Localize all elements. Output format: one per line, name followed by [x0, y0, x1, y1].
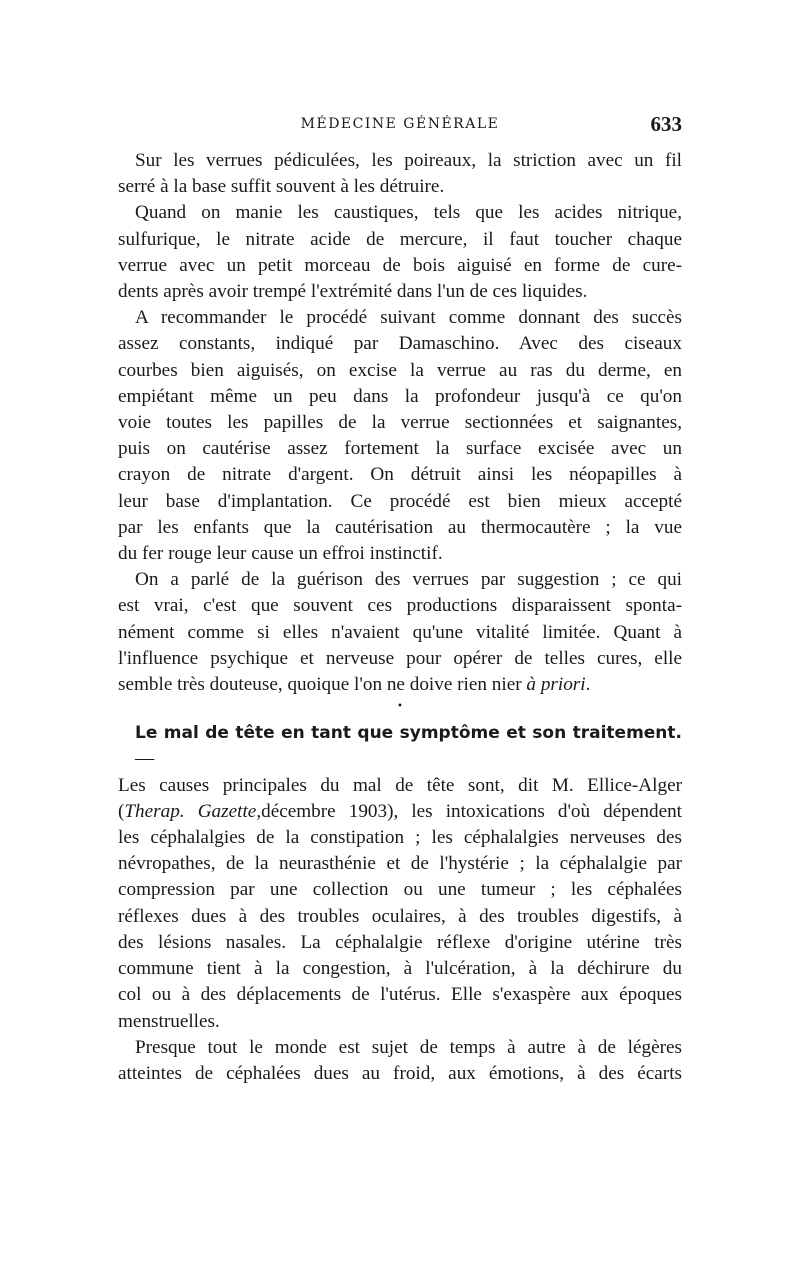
text-line: nément comme si elles n'avaient qu'une vitalité limitée. Quant à: [118, 621, 682, 643]
text-line: Presque tout le monde est sujet de temps à autre à de légères: [135, 1036, 682, 1058]
section-headache: [118, 720, 682, 1034]
text-line: commune tient à la congestion, à l'ulcération, à la déchirure du: [118, 958, 682, 980]
paragraph-damaschino-procedure: [118, 305, 682, 567]
paragraph-caustics: [118, 200, 682, 305]
text-run: (: [118, 800, 125, 822]
text-line: [118, 799, 682, 825]
text-line: leur base d'implantation. Ce procédé est bien mieux accepté: [118, 490, 682, 512]
journal-name: Therap.: [124, 800, 185, 822]
paragraph-pedunculated-warts: [118, 148, 682, 200]
text-line: Sur les verrues pédiculées, les poireaux, la striction avec un fil: [135, 150, 682, 171]
text-line: névropathes, de la neurasthénie et de l'hystérie ; la céphalalgie par: [118, 853, 682, 875]
text-line: atteintes de céphalées dues au froid, aux émotions, à des écarts: [118, 1062, 682, 1084]
text-line: col ou à des déplacements de l'utérus. Elle s'exaspère aux époques: [118, 984, 682, 1006]
text-line: dents après avoir trempé l'extrémité dans l'un de ces liquides.: [118, 281, 588, 303]
book-page: [118, 112, 682, 1087]
text-line: serré à la base suffit souvent à les détruire.: [118, 176, 445, 198]
text-line: Les causes principales du mal de tête sont, dit M. Ellice-Alger: [118, 774, 682, 796]
text-line: les céphalalgies de la constipation ; les céphalalgies nerveuses des: [118, 827, 682, 849]
text-line: On a parlé de la guérison des verrues par suggestion ; ce qui: [135, 569, 682, 591]
heading-dash: —: [135, 748, 155, 770]
text-line: A recommander le procédé suivant comme donnant des succès: [135, 307, 682, 329]
text-line: voie toutes les papilles de la verrue sectionnées et saignantes,: [118, 412, 682, 434]
paragraph-common-headaches: [118, 1035, 682, 1087]
text-run: semble très douteuse, quoique l'on ne doive rien nier: [118, 674, 527, 696]
text-run: .: [585, 674, 591, 696]
paragraph-suggestion: [118, 567, 682, 698]
text-line: assez constants, indiqué par Damaschino. Avec des ciseaux: [118, 333, 682, 355]
section-heading: Le mal de tête en tant que symptôme et son traitement.: [135, 723, 682, 744]
italic-term: à priori: [526, 674, 586, 696]
text-line: menstruelles.: [118, 1010, 220, 1032]
text-line: courbes bien aiguisés, on excise la verrue au ras du derme, en: [118, 359, 682, 381]
running-head: [118, 112, 682, 142]
text-line: sulfurique, le nitrate acide de mercure, il faut toucher chaque: [118, 228, 682, 250]
text-line: du fer rouge leur cause un effroi instinctif.: [118, 543, 443, 565]
text-line: [118, 672, 682, 698]
journal-name: Gazette: [197, 800, 257, 822]
text-line: verrue avec un petit morceau de bois aiguisé en forme de cure-: [118, 254, 682, 276]
text-run: ,décembre 1903), les intoxications d'où dépendent: [256, 800, 683, 822]
page-number: 633: [650, 112, 682, 136]
running-title: MÉDECINE GÉNÉRALE: [300, 116, 500, 132]
text-line: [118, 720, 682, 772]
text-run: [185, 801, 198, 822]
text-line: des lésions nasales. La céphalalgie réflexe d'origine utérine très: [118, 931, 682, 953]
text-line: puis on cautérise assez fortement la surface excisée avec un: [118, 438, 682, 460]
text-line: Quand on manie les caustiques, tels que les acides nitrique,: [135, 202, 682, 224]
text-line: est vrai, c'est que souvent ces productions disparaissent sponta-: [118, 595, 682, 617]
section-separator: •: [397, 701, 403, 713]
page-body: [118, 148, 682, 1087]
text-line: réflexes dues à des troubles oculaires, à des troubles digestifs, à: [118, 905, 682, 927]
text-line: l'influence psychique et nerveuse pour opérer de telles cures, elle: [118, 647, 682, 669]
text-line: par les enfants que la cautérisation au thermocautère ; la vue: [118, 516, 682, 538]
text-line: compression par une collection ou une tumeur ; les céphalées: [118, 879, 682, 901]
text-line: empiétant même un peu dans la profondeur jusqu'à ce qu'on: [118, 385, 682, 407]
text-line: crayon de nitrate d'argent. On détruit ainsi les néopapilles à: [118, 464, 682, 486]
